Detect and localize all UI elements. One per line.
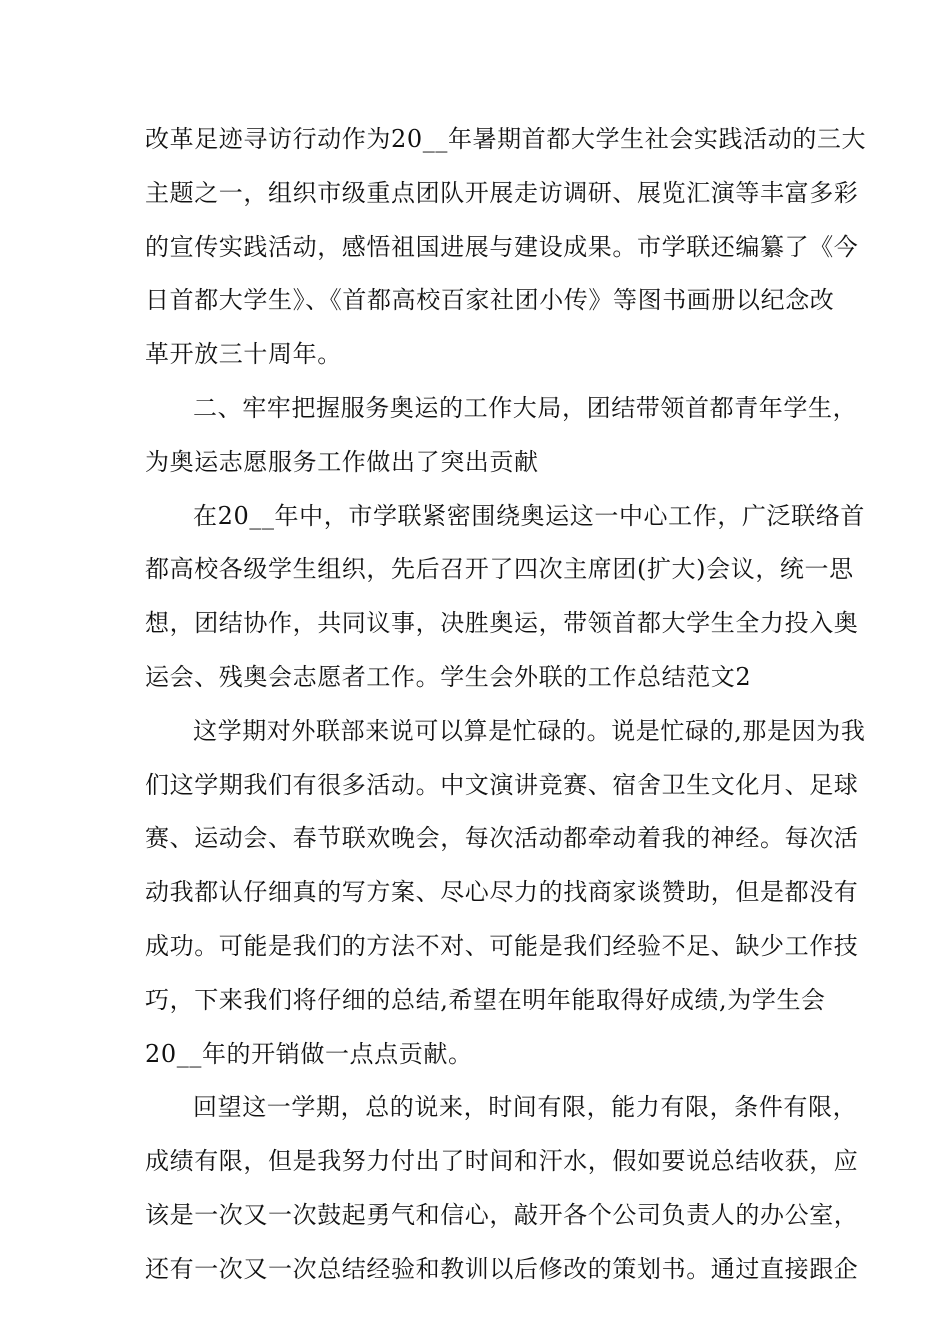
text-line: 赛、运动会、春节联欢晚会，每次活动都牵动着我的神经。每次活: [145, 824, 859, 853]
text-line: 成功。可能是我们的方法不对、可能是我们经验不足、缺少工作技: [145, 931, 859, 960]
document-body: [145, 125, 867, 1311]
text-line: 都高校各级学生组织，先后召开了四次主席团(扩大)会议，统一思: [145, 555, 854, 584]
text-line: 日首都大学生》、《首都高校百家社团小传》等图书画册以纪念改: [145, 286, 835, 315]
text-line: 在20__年中，市学联紧密围绕奥运这一中心工作，广泛联络首: [193, 501, 865, 530]
text-line: 革开放三十周年。: [145, 340, 342, 369]
text-line: 这学期对外联部来说可以算是忙碌的。说是忙碌的,那是因为我: [193, 716, 866, 745]
text-line: 运会、残奥会志愿者工作。学生会外联的工作总结范文2: [145, 662, 752, 691]
text-line: 想，团结协作，共同议事，决胜奥运，带领首都大学生全力投入奥: [145, 609, 859, 638]
section-heading-line: 为奥运志愿服务工作做出了突出贡献: [145, 447, 539, 476]
section-heading-line: 二、牢牢把握服务奥运的工作大局，团结带领首都青年学生，: [193, 393, 858, 422]
text-line: 回望这一学期，总的说来，时间有限，能力有限，条件有限，: [193, 1093, 858, 1122]
text-line: 成绩有限，但是我努力付出了时间和汗水，假如要说总结收获，应: [145, 1147, 859, 1176]
text-line: 20__年的开销做一点点贡献。: [145, 1039, 473, 1068]
text-line: 动我都认仔细真的写方案、尽心尽力的找商家谈赞助，但是都没有: [145, 878, 859, 907]
text-line: 还有一次又一次总结经验和教训以后修改的策划书。通过直接跟企: [145, 1254, 859, 1283]
text-line: 改革足迹寻访行动作为20__年暑期首都大学生社会实践活动的三大: [145, 125, 867, 153]
text-line: 该是一次又一次鼓起勇气和信心，敲开各个公司负责人的办公室，: [145, 1200, 859, 1229]
text-line: 主题之一，组织市级重点团队开展走访调研、展览汇演等丰富多彩: [145, 178, 859, 207]
text-line: 们这学期我们有很多活动。中文演讲竞赛、宿舍卫生文化月、足球: [145, 770, 859, 799]
text-line: 的宣传实践活动，感悟祖国进展与建设成果。市学联还编纂了《今: [145, 232, 859, 261]
text-line: 巧，下来我们将仔细的总结,希望在明年能取得好成绩,为学生会: [145, 985, 826, 1014]
